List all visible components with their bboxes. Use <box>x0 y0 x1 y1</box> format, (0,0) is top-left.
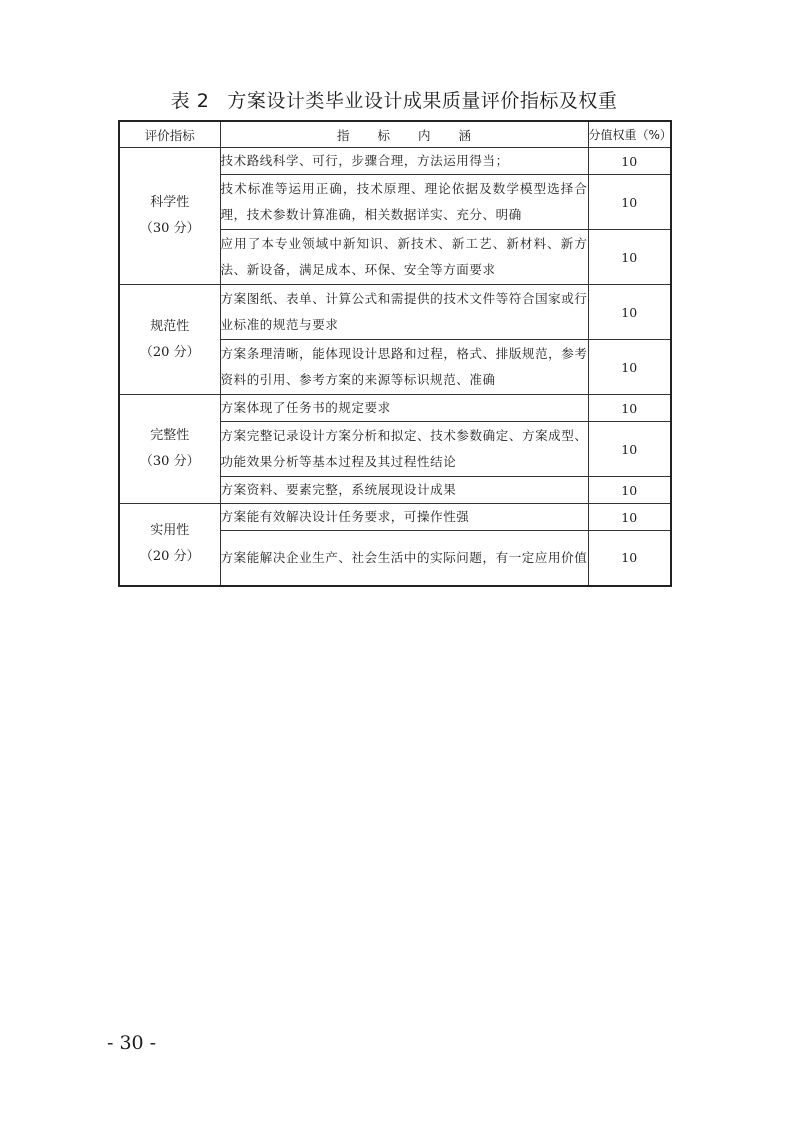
category-cell-completeness <box>119 395 220 504</box>
weight-cell: 10 <box>588 504 671 531</box>
weight-cell: 10 <box>588 340 671 395</box>
category-name: 科学性 <box>150 195 190 210</box>
content-cell: 方案能有效解决设计任务要求，可操作性强 <box>220 504 588 531</box>
table-title <box>118 86 670 113</box>
category-cell-practicality <box>119 504 220 586</box>
table-title-text: 方案设计类毕业设计成果质量评价指标及权重 <box>227 90 618 112</box>
category-score: （30 分） <box>139 454 200 469</box>
weight-cell: 10 <box>588 230 671 285</box>
content-cell: 应用了本专业领域中新知识、新技术、新工艺、新材料、新方法、新设备，满足成本、环保、安全等方面要求 <box>220 230 588 285</box>
table-header-row <box>119 121 671 148</box>
category-score: （30 分） <box>139 221 200 236</box>
header-weight: 分值权重（%） <box>588 121 671 148</box>
content-cell: 方案能解决企业生产、社会生活中的实际问题，有一定应用价值 <box>220 531 588 586</box>
category-score: （20 分） <box>139 549 200 565</box>
header-content <box>220 121 588 148</box>
table-row <box>119 148 671 175</box>
content-cell: 技术标准等运用正确，技术原理、理论依据及数学模型选择合理，技术参数计算准确，相关数据详实、充分、明确 <box>220 175 588 230</box>
weight-cell: 10 <box>588 285 671 340</box>
content-cell: 方案资料、要素完整，系统展现设计成果 <box>220 477 588 504</box>
weight-cell: 10 <box>588 395 671 422</box>
weight-cell: 10 <box>588 531 671 586</box>
category-name: 实用性 <box>150 523 190 539</box>
page-number: - 30 - <box>107 1032 157 1054</box>
table-row <box>119 395 671 422</box>
table-row <box>119 504 671 531</box>
weight-cell: 10 <box>588 477 671 504</box>
weight-cell: 10 <box>588 148 671 175</box>
category-name: 规范性 <box>150 318 190 334</box>
weight-cell: 10 <box>588 422 671 477</box>
header-content-label: 指标内涵 <box>336 127 499 143</box>
content-cell: 方案图纸、表单、计算公式和需提供的技术文件等符合国家或行业标准的规范与要求 <box>220 285 588 340</box>
content-cell: 方案体现了任务书的规定要求 <box>220 395 588 422</box>
evaluation-table <box>118 120 672 587</box>
table-row <box>119 285 671 340</box>
weight-cell: 10 <box>588 175 671 230</box>
category-score: （20 分） <box>139 344 200 360</box>
category-name: 完整性 <box>150 428 190 443</box>
content-cell: 技术路线科学、可行，步骤合理，方法运用得当； <box>220 148 588 175</box>
category-cell-scientific <box>119 148 220 285</box>
content-cell: 方案完整记录设计方案分析和拟定、技术参数确定、方案成型、功能效果分析等基本过程及其过程性结论 <box>220 422 588 477</box>
category-cell-standard <box>119 285 220 395</box>
content-cell: 方案条理清晰，能体现设计思路和过程，格式、排版规范，参考资料的引用、参考方案的来源等标识规范、准确 <box>220 340 588 395</box>
table-number: 表 2 <box>170 90 210 112</box>
header-category: 评价指标 <box>119 121 220 148</box>
